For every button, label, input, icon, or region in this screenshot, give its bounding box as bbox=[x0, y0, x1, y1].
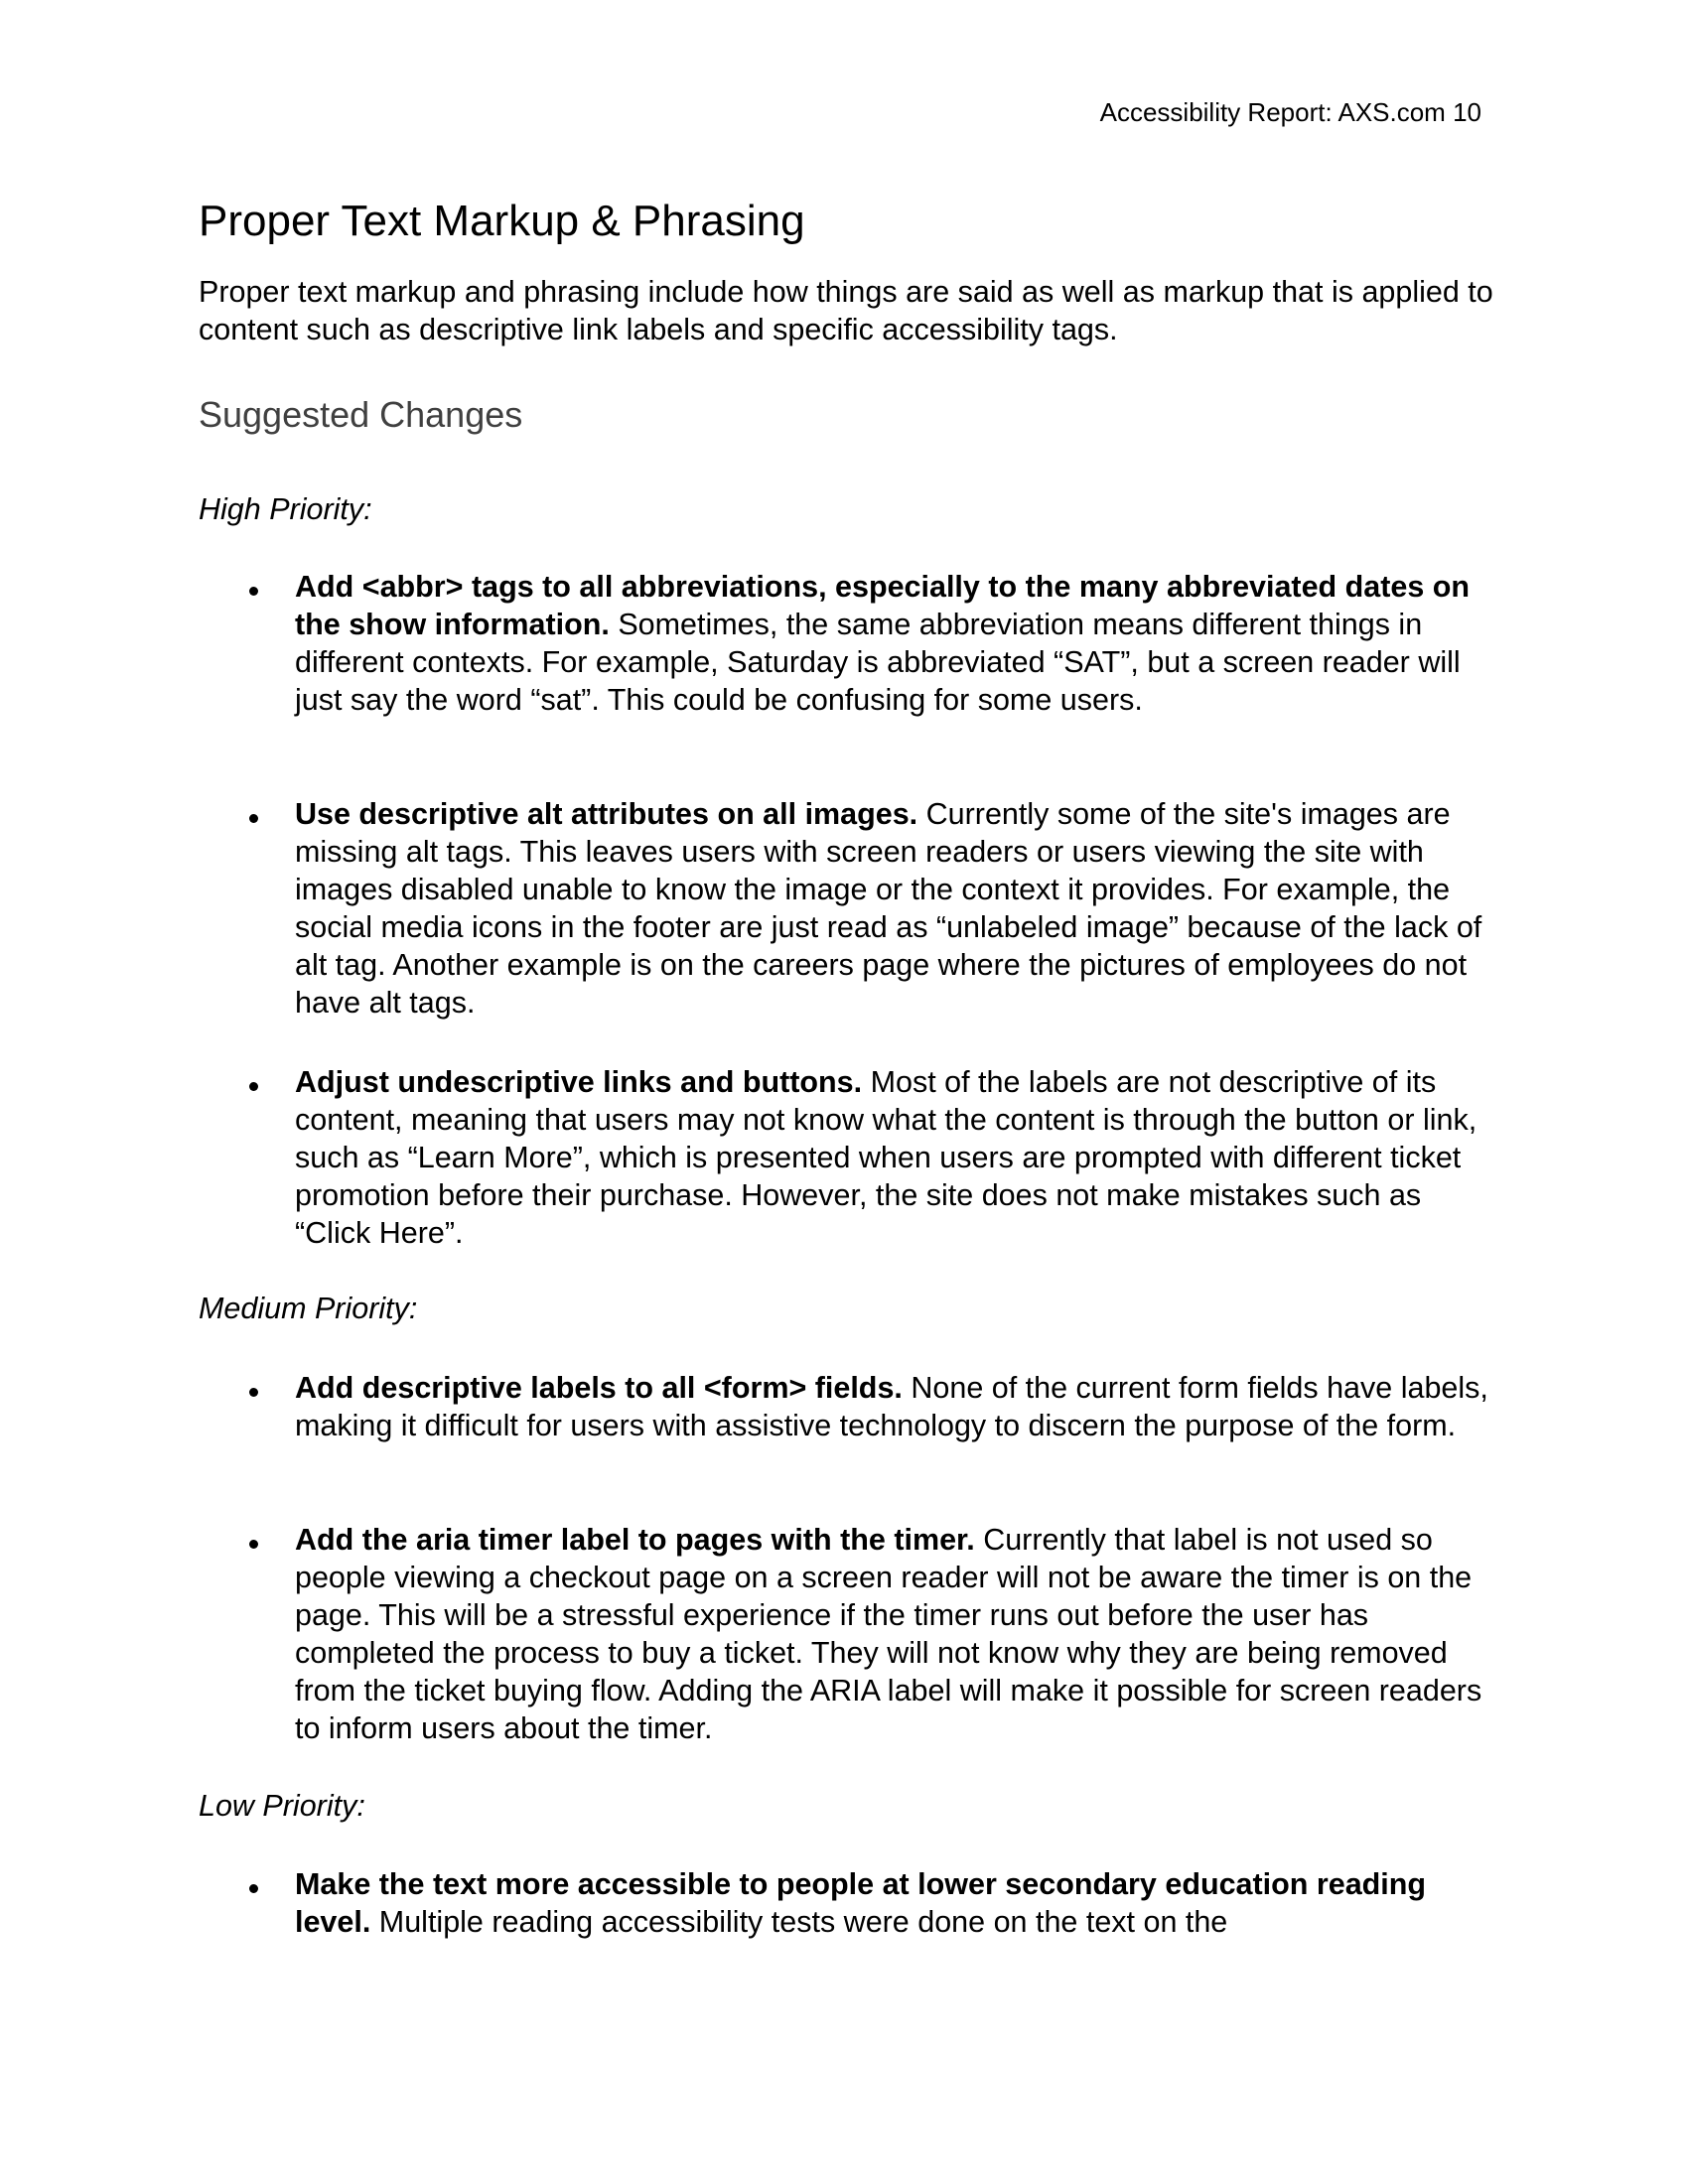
high-item-3 bbox=[295, 1063, 1496, 1252]
item-title: Add descriptive labels to all <form> fields. bbox=[295, 1371, 903, 1405]
high-item-1 bbox=[295, 568, 1496, 719]
item-body: Multiple reading accessibility tests were done on the text on the bbox=[378, 1905, 1228, 1939]
medium-item-1 bbox=[295, 1369, 1496, 1444]
item-title: Add the aria timer label to pages with the timer. bbox=[295, 1523, 975, 1557]
item-body: None of the current form fields have labels, making it difficult for users with assistive technology to discern the purpose of the form. bbox=[295, 1371, 1488, 1442]
item-title: Add <abbr> tags to all abbreviations, especially to the many abbreviated dates on the show information. bbox=[295, 570, 1471, 641]
section-intro: Proper text markup and phrasing include how things are said as well as markup that is applied to content such as descriptive link labels and specific accessibility tags. bbox=[199, 275, 1493, 346]
section-title: Proper Text Markup & Phrasing bbox=[199, 197, 805, 245]
high-priority-label: High Priority: bbox=[199, 492, 372, 526]
medium-item-2 bbox=[295, 1521, 1496, 1747]
low-item-1 bbox=[295, 1865, 1496, 1941]
item-title: Adjust undescriptive links and buttons. bbox=[295, 1065, 863, 1099]
low-priority-label: Low Priority: bbox=[199, 1789, 365, 1823]
item-body: Currently that label is not used so people viewing a checkout page on a screen reader will not be aware the timer is on the page. This will be a stressful experience if the timer runs out before the user has completed the process to buy a ticket. They will not know why they are being removed from the ticket buying flow. Adding the ARIA label will make it possible for screen readers to inform users about the timer. bbox=[295, 1523, 1482, 1745]
bullet-dot bbox=[249, 587, 258, 596]
bullet-dot bbox=[249, 1884, 258, 1893]
high-item-2 bbox=[295, 795, 1496, 1022]
item-title: Make the text more accessible to people at lower secondary education reading level. bbox=[295, 1867, 1427, 1939]
item-body: Currently some of the site's images are missing alt tags. This leaves users with screen readers or users viewing the site with images disabled unable to know the image or the context it provides. For example, the social media icons in the footer are just read as “unlabeled image” because of the lack of alt tag. Another example is on the careers page where the pictures of employees do not have alt tags. bbox=[295, 797, 1482, 1020]
bullet-dot bbox=[249, 1082, 258, 1091]
item-body: Sometimes, the same abbreviation means different things in different contexts. For example, Saturday is abbreviated “SAT”, but a screen reader will just say the word “sat”. This could be confusing for some users. bbox=[295, 608, 1461, 717]
bullet-dot bbox=[249, 1540, 258, 1549]
medium-priority-label: Medium Priority: bbox=[199, 1292, 418, 1325]
bullet-dot bbox=[249, 814, 258, 823]
item-body: Most of the labels are not descriptive of its content, meaning that users may not know what the content is through the button or link, such as “Learn More”, which is presented when users are prompted with different ticket promotion before their purchase. However, the site does not make mistakes such as “Click Here”. bbox=[295, 1065, 1477, 1250]
running-header: Accessibility Report: AXS.com 10 bbox=[1099, 97, 1481, 127]
item-title: Use descriptive alt attributes on all images. bbox=[295, 797, 918, 831]
bullet-dot bbox=[249, 1388, 258, 1397]
subsection-title: Suggested Changes bbox=[199, 394, 523, 435]
